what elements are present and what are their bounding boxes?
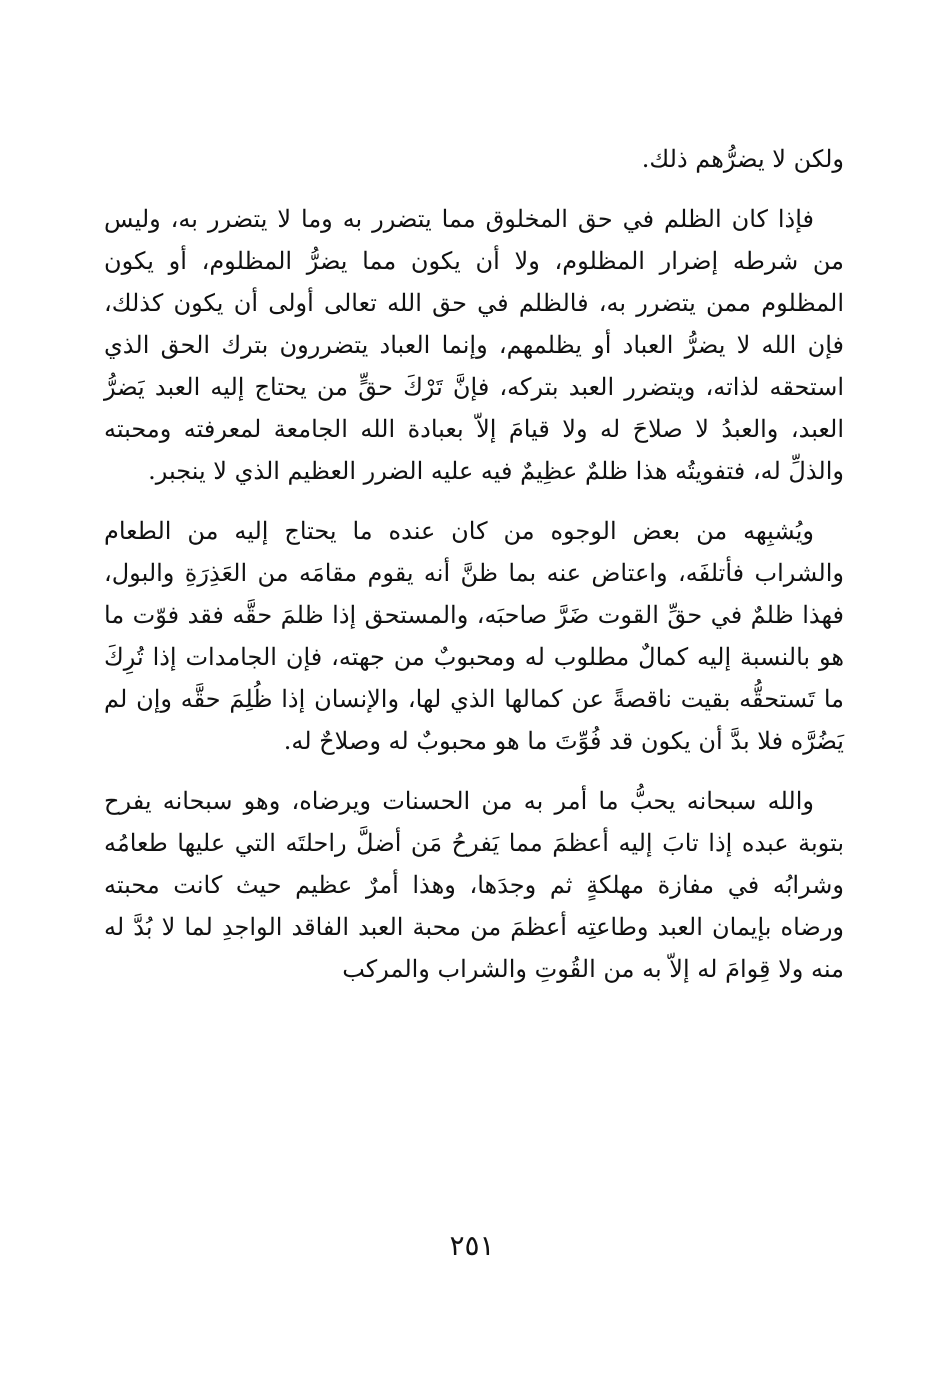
- paragraph-3: ويُشبِهه من بعض الوجوه من كان عنده ما يحتاج إليه من الطعام والشراب فأتلفَه، واعتاض عنه بما ظنَّ أنه يقوم مقامَه من العَذِرَةِ والبول، فهذا ظلمٌ في حقِّ القوت ضَرَّ صاحبَه، والمستحق إذا ظلمَ حقَّه فقد فوّت ما هو بالنسبة إليه كمالٌ مطلوب له ومحبوبٌ من جهته، فإن الجامدات إذا تُرِكَ ما تَستحقُّه بقيت ناقصةً عن كمالها الذي لها، والإنسان إذا ظُلِمَ حقَّه وإن لم يَضُرَّه فلا بدَّ أن يكون قد فُوِّتَ ما هو محبوبٌ له وصلاحٌ له.: [104, 517, 844, 755]
- page-number: ٢٥١: [449, 1229, 495, 1262]
- body-text: [104, 138, 844, 990]
- paragraph-1: ولكن لا يضرُّهم ذلك.: [641, 145, 844, 173]
- paragraph-2: فإذا كان الظلم في حق المخلوق مما يتضرر به وما لا يتضرر به، وليس من شرطه إضرار المظلوم، ولا أن يكون مما يضرُّ المظلوم، أو يكون المظلوم ممن يتضرر به، فالظلم في حق الله تعالى أولى أن يكون كذلك، فإن الله لا يضرُّ العباد أو يظلمهم، وإنما العباد يتضررون بترك الحق الذي استحقه لذاته، ويتضرر العبد بتركه، فإنَّ تَرْكَ حقٍّ من يحتاج إليه العبد يَضرُّ العبد، والعبدُ لا صلاحَ له ولا قيامَ إلاّ بعبادة الله الجامعة لمعرفته ومحبته والذلِّ له، فتفويتُه هذا ظلمٌ عظِيمٌ فيه عليه الضرر العظيم الذي لا ينجبر.: [104, 205, 844, 485]
- paragraph-4: والله سبحانه يحبُّ ما أمر به من الحسنات ويرضاه، وهو سبحانه يفرح بتوبة عبده إذا تابَ إليه أعظمَ مما يَفرحُ مَن أضلَّ راحلتَه التي عليها طعامُه وشرابُه في مفازة مهلكةٍ ثم وجدَها، وهذا أمرٌ عظيم حيث كانت محبته ورضاه بإيمان العبد وطاعتِه أعظمَ من محبة العبد الفاقد الواجدِ لما لا بُدَّ له منه ولا قِوامَ له إلاّ به من القُوتِ والشراب والمركب: [104, 787, 844, 983]
